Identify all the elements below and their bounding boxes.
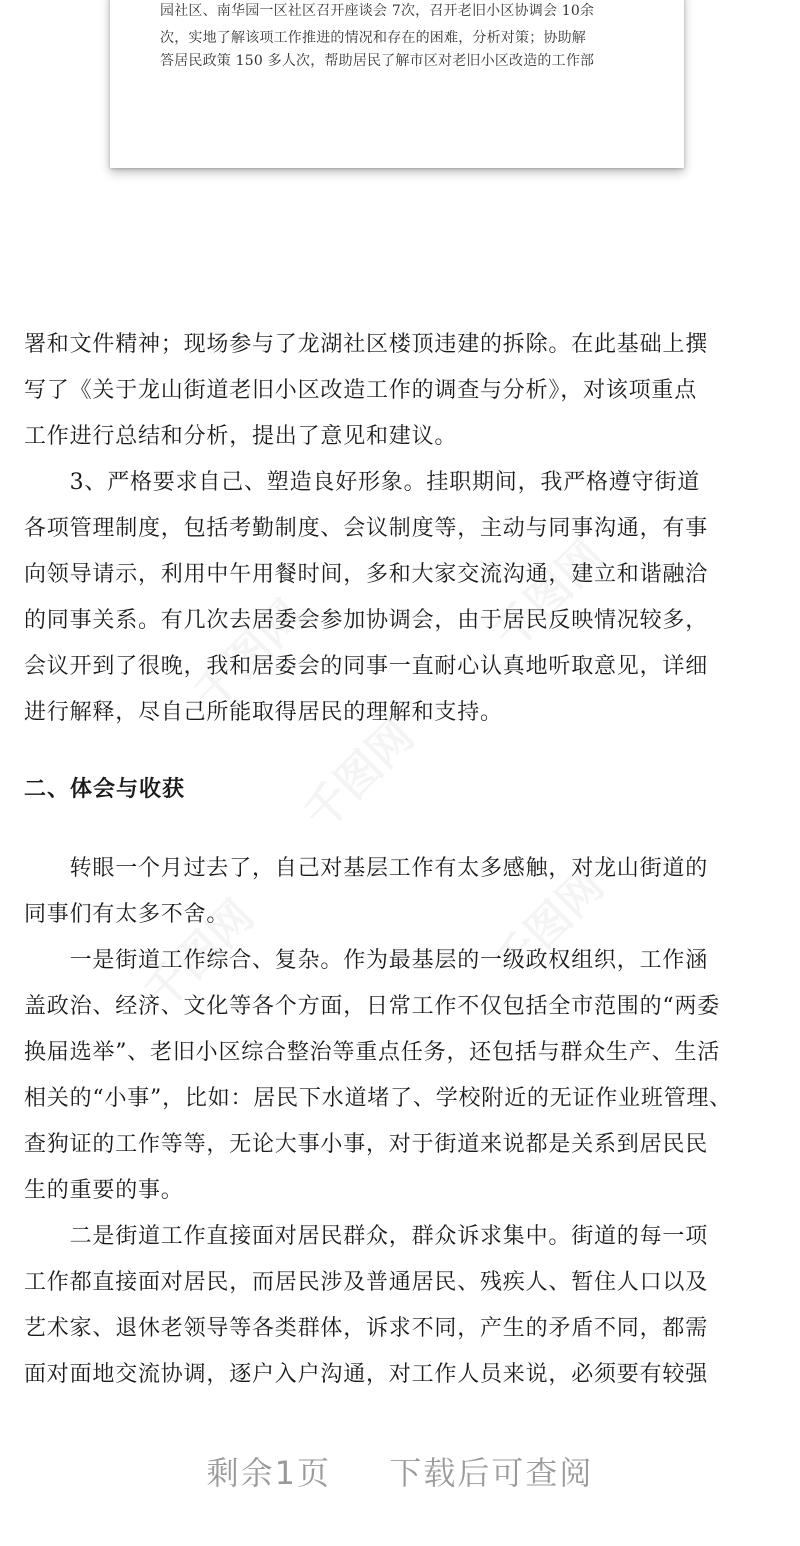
body-line: 进行解释，尽自己所能取得居民的理解和支持。 [24,700,503,725]
body-line: 工作都直接面对居民，而居民涉及普通居民、残疾人、暂住人口以及 [24,1270,709,1295]
body-line: 面对面地交流协调，逐户入户沟通，对工作人员来说，必须要有较强 [24,1362,709,1387]
previous-page-line: 次，实地了解该项工作推进的情况和存在的困难，分析对策；协助解 [160,30,586,46]
body-line: 查狗证的工作等等，无论大事小事，对于街道来说都是关系到居民民 [24,1132,709,1157]
body-line: 盖政治、经济、文化等各个方面，日常工作不仅包括全市范围的“两委 [24,994,721,1019]
body-line: 二是街道工作直接面对居民群众，群众诉求集中。街道的每一项 [24,1224,709,1249]
previous-page-line: 园社区、南华园一区社区召开座谈会 7次，召开老旧小区协调会 10余 [160,3,595,19]
remaining-pages-label: 剩余1页 [206,1454,331,1492]
body-line: 同事们有太多不舍。 [24,902,230,927]
body-line: 署和文件精神；现场参与了龙湖社区楼顶违建的拆除。在此基础上撰 [24,332,709,357]
body-line: 向领导请示，利用中午用餐时间，多和大家交流沟通，建立和谐融洽 [24,562,709,587]
body-line: 换届选举”、老旧小区综合整治等重点任务，还包括与群众生产、生活 [24,1040,721,1065]
body-line: 相关的“小事”，比如：居民下水道堵了、学校附近的无证作业班管理、 [24,1086,733,1111]
body-line: 写了《关于龙山街道老旧小区改造工作的调查与分析》，对该项重点 [24,378,698,403]
body-line: 一是街道工作综合、复杂。作为最基层的一级政权组织，工作涵 [24,948,709,973]
download-hint-label: 下载后可查阅 [389,1454,594,1492]
download-prompt[interactable] [0,1448,800,1494]
body-line: 艺术家、退休老领导等各类群体，诉求不同，产生的矛盾不同，都需 [24,1316,709,1341]
previous-page-card [110,0,684,168]
body-line: 3、严格要求自己、塑造良好形象。挂职期间，我严格遵守街道 [24,470,700,495]
body-line: 会议开到了很晚，我和居委会的同事一直耐心认真地听取意见，详细 [24,654,709,679]
body-line: 生的重要的事。 [24,1178,184,1203]
body-line: 各项管理制度，包括考勤制度、会议制度等，主动与同事沟通，有事 [24,516,709,541]
body-line: 的同事关系。有几次去居委会参加协调会，由于居民反映情况较多， [24,608,709,633]
section-heading: 二、体会与收获 [24,777,186,802]
body-line: 工作进行总结和分析，提出了意见和建议。 [24,424,458,449]
body-line: 转眼一个月过去了，自己对基层工作有太多感触，对龙山街道的 [24,856,709,881]
previous-page-line: 答居民政策 150 多人次，帮助居民了解市区对老旧小区改造的工作部 [160,53,595,69]
